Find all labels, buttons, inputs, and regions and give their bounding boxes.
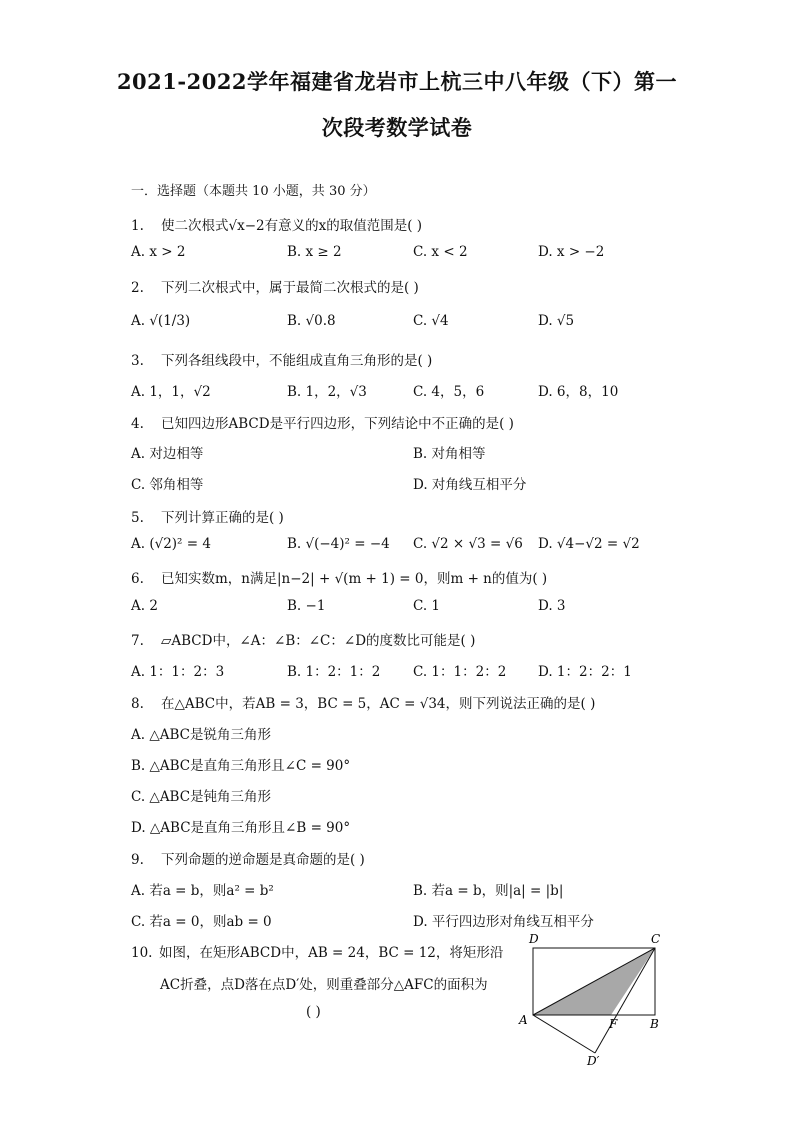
q8-option-c[interactable]: C. △ABC是钝角三角形 [131, 789, 272, 805]
q7-option-a[interactable]: A. 1：1：2：3 [131, 664, 225, 680]
question-stem: 下列各组线段中，不能组成直角三角形的是( ) [161, 353, 433, 369]
document-title-line1: 2021-2022学年福建省龙岩市上杭三中八年级（下）第一 [116, 69, 678, 94]
question-2 [131, 276, 419, 296]
q6-option-d[interactable]: D. 3 [538, 598, 566, 614]
question-5 [131, 506, 284, 526]
segment-a-dprime [533, 1015, 595, 1053]
question-1 [131, 214, 422, 234]
question-number: 2. [131, 280, 144, 296]
q6-option-a[interactable]: A. 2 [131, 598, 158, 614]
question-4 [131, 412, 514, 432]
label-a: A [519, 1013, 528, 1027]
q3-option-d[interactable]: D. 6，8，10 [538, 384, 619, 400]
question-number: 1. [131, 218, 144, 234]
q9-option-d[interactable]: D. 平行四边形对角线互相平分 [413, 914, 594, 930]
q5-option-c[interactable]: C. √2 × √3 = √6 [413, 536, 523, 552]
q5-option-d[interactable]: D. √4−√2 = √2 [538, 536, 640, 552]
question-10-line2: AC折叠，点D落在点D′处，则重叠部分△AFC的面积为 [160, 977, 488, 993]
q4-option-a[interactable]: A. 对边相等 [131, 446, 204, 462]
question-stem: 使二次根式√x−2有意义的x的取值范围是( ) [161, 218, 423, 234]
question-3 [131, 349, 432, 369]
q1-option-b[interactable]: B. x ≥ 2 [287, 244, 342, 260]
q7-option-d[interactable]: D. 1：2：2：1 [538, 664, 632, 680]
question-number: 10. [131, 945, 153, 961]
q7-option-b[interactable]: B. 1：2：1：2 [287, 664, 381, 680]
question-number: 9. [131, 852, 144, 868]
q1-option-a[interactable]: A. x > 2 [131, 244, 186, 260]
q8-option-b[interactable]: B. △ABC是直角三角形且∠C = 90° [131, 758, 351, 774]
q3-option-c[interactable]: C. 4，5，6 [413, 384, 485, 400]
q2-option-d[interactable]: D. √5 [538, 313, 575, 329]
question-number: 5. [131, 510, 144, 526]
document-title-line2: 次段考数学试卷 [321, 115, 473, 140]
q6-option-b[interactable]: B. −1 [287, 598, 326, 614]
q7-option-c[interactable]: C. 1：1：2：2 [413, 664, 507, 680]
q1-option-d[interactable]: D. x > −2 [538, 244, 605, 260]
label-c: C [651, 932, 661, 946]
question-number: 4. [131, 416, 144, 432]
label-dprime: D′ [587, 1054, 600, 1068]
q4-option-c[interactable]: C. 邻角相等 [131, 477, 204, 493]
rectangle-fold-figure [515, 930, 695, 1070]
q5-option-a[interactable]: A. (√2)² = 4 [131, 536, 211, 552]
q8-option-a[interactable]: A. △ABC是锐角三角形 [131, 727, 271, 743]
q2-option-a[interactable]: A. √(1/3) [131, 313, 191, 329]
question-stem: 下列计算正确的是( ) [161, 510, 284, 526]
question-stem: 已知四边形ABCD是平行四边形，下列结论中不正确的是( ) [161, 416, 514, 432]
q3-option-b[interactable]: B. 1，2，√3 [287, 384, 367, 400]
question-stem: ▱ABCD中，∠A：∠B：∠C：∠D的度数比可能是( ) [161, 633, 476, 649]
question-stem: 下列命题的逆命题是真命题的是( ) [161, 852, 365, 868]
q9-option-a[interactable]: A. 若a = b，则a² = b² [131, 883, 274, 899]
section-heading: 一．选择题（本题共 10 小题，共 30 分） [131, 184, 376, 199]
label-f: F [609, 1017, 618, 1031]
q3-option-a[interactable]: A. 1，1，√2 [131, 384, 211, 400]
q9-option-c[interactable]: C. 若a = 0，则ab = 0 [131, 914, 272, 930]
q4-option-d[interactable]: D. 对角线互相平分 [413, 477, 527, 493]
q6-option-c[interactable]: C. 1 [413, 598, 441, 614]
question-stem-line1: 如图，在矩形ABCD中，AB = 24，BC = 12，将矩形沿 [159, 945, 504, 961]
q4-option-b[interactable]: B. 对角相等 [413, 446, 486, 462]
question-number: 7. [131, 633, 144, 649]
question-number: 6. [131, 571, 144, 587]
question-10 [131, 941, 503, 961]
q2-option-c[interactable]: C. √4 [413, 313, 449, 329]
question-stem: 已知实数m，n满足|n−2| + √(m + 1) = 0，则m + n的值为( ) [161, 571, 548, 587]
question-9 [131, 848, 365, 868]
question-number: 8. [131, 696, 144, 712]
q1-option-c[interactable]: C. x < 2 [413, 244, 468, 260]
question-stem: 在△ABC中，若AB = 3，BC = 5，AC = √34，则下列说法正确的是( ) [161, 696, 596, 712]
label-b: B [650, 1017, 659, 1031]
q9-option-b[interactable]: B. 若a = b，则|a| = |b| [413, 883, 564, 899]
question-stem: 下列二次根式中，属于最简二次根式的是( ) [161, 280, 419, 296]
q2-option-b[interactable]: B. √0.8 [287, 313, 336, 329]
label-d: D [529, 932, 539, 946]
answer-blank[interactable]: ( ) [306, 1004, 321, 1020]
q8-option-d[interactable]: D. △ABC是直角三角形且∠B = 90° [131, 820, 351, 836]
question-number: 3. [131, 353, 144, 369]
question-8 [131, 692, 595, 712]
question-7 [131, 629, 475, 649]
question-6 [131, 567, 547, 587]
q5-option-b[interactable]: B. √(−4)² = −4 [287, 536, 390, 552]
